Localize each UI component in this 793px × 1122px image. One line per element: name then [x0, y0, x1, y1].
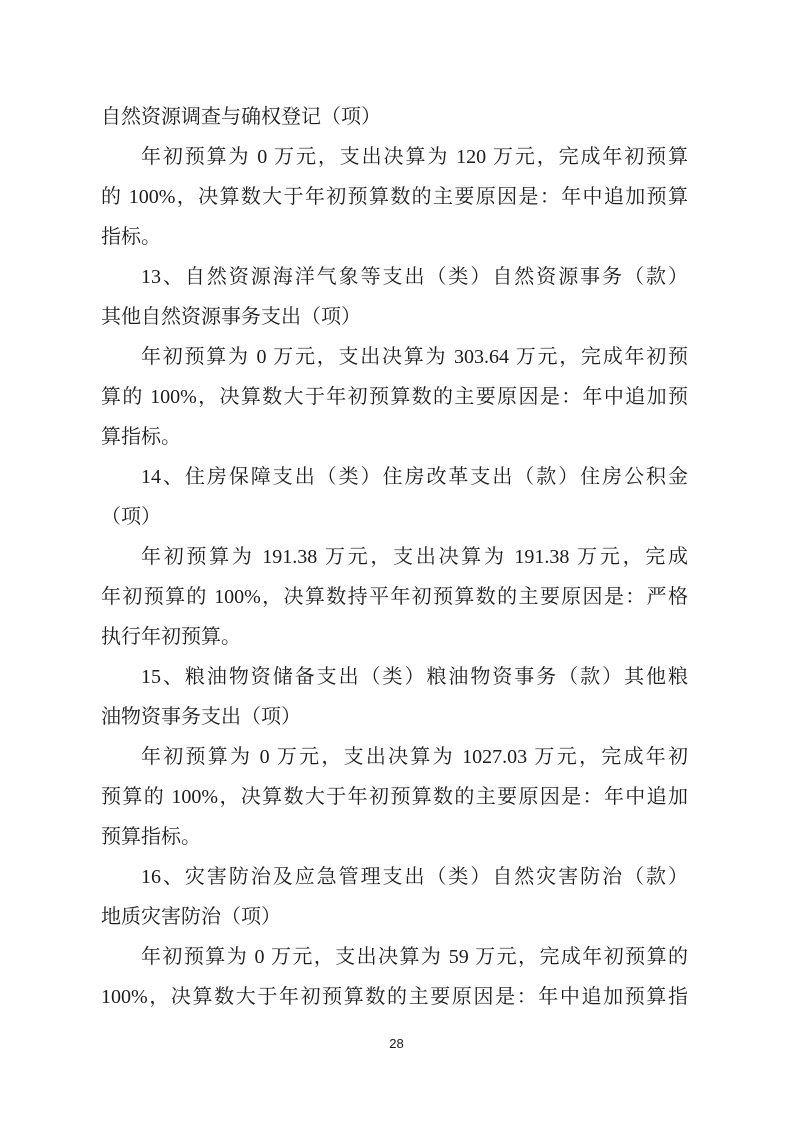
heading-line: （项） — [101, 506, 161, 528]
text-line: 年初预算为 0 万元，支出决算为 120 万元，完成年初预算 — [141, 146, 688, 168]
text-line: 预算的 100%，决算数大于年初预算数的主要原因是：年中追加 — [101, 786, 688, 808]
heading-line: 15、粮油物资储备支出（类）粮油物资事务（款）其他粮 — [141, 666, 688, 688]
heading-line: 其他自然资源事务支出（项） — [101, 306, 361, 328]
text-line: 100%，决算数大于年初预算数的主要原因是：年中追加预算指 — [101, 986, 688, 1008]
heading-line: 13、自然资源海洋气象等支出（类）自然资源事务（款） — [141, 266, 688, 288]
heading-line: 地质灾害防治（项） — [101, 906, 281, 928]
text-line: 年初预算为 191.38 万元，支出决算为 191.38 万元，完成 — [141, 546, 688, 568]
text-line: 年初预算为 0 万元，支出决算为 1027.03 万元，完成年初 — [141, 746, 688, 768]
document-body — [101, 97, 688, 1017]
text-line: 指标。 — [101, 226, 161, 248]
text-line: 年初预算为 0 万元，支出决算为 303.64 万元，完成年初预 — [141, 346, 688, 368]
text-line: 年初预算为 0 万元，支出决算为 59 万元，完成年初预算的 — [141, 946, 688, 968]
heading-line: 油物资事务支出（项） — [101, 706, 301, 728]
text-line: 的 100%，决算数大于年初预算数的主要原因是：年中追加预算 — [101, 186, 688, 208]
heading-line: 14、住房保障支出（类）住房改革支出（款）住房公积金 — [141, 466, 688, 488]
text-line: 年初预算的 100%，决算数持平年初预算数的主要原因是：严格 — [101, 586, 688, 608]
heading-line: 16、灾害防治及应急管理支出（类）自然灾害防治（款） — [141, 866, 688, 888]
text-line: 算指标。 — [101, 426, 181, 448]
heading-line: 自然资源调查与确权登记（项） — [101, 106, 381, 128]
text-line: 算的 100%，决算数大于年初预算数的主要原因是：年中追加预 — [101, 386, 688, 408]
page-number: 28 — [389, 1036, 404, 1051]
text-line: 执行年初预算。 — [101, 626, 241, 648]
text-line: 预算指标。 — [101, 826, 201, 848]
